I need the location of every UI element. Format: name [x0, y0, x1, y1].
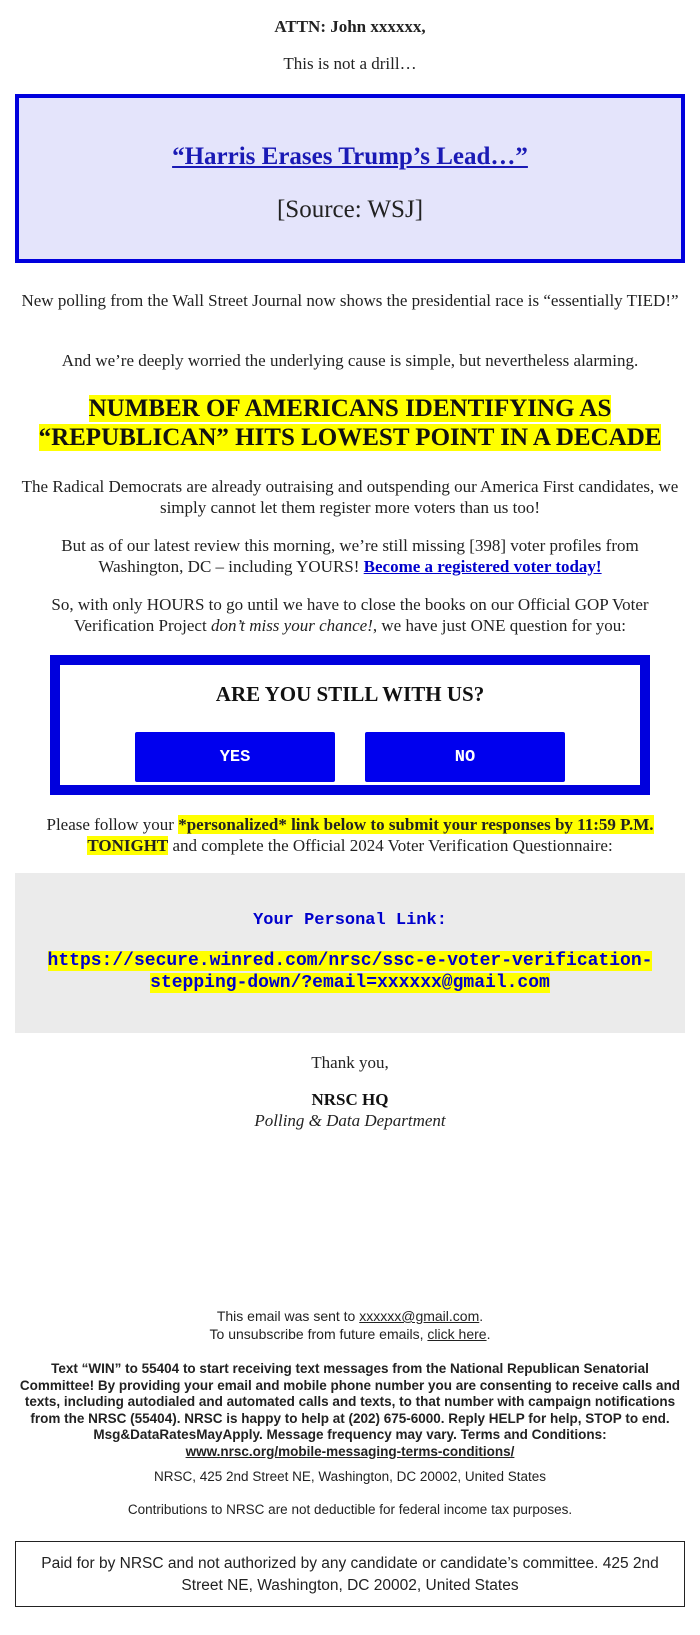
- sent-suffix: .: [479, 1308, 484, 1324]
- no-button[interactable]: NO: [365, 732, 565, 782]
- personal-link-url[interactable]: [25, 950, 675, 994]
- personal-link-url-text[interactable]: https://secure.winred.com/nrsc/ssc-e-voter-verification-stepping-down/?email=xxxxxx@gmail.com: [47, 951, 653, 993]
- headline-box: [15, 94, 685, 263]
- follow-link-end: and complete the Official 2024 Voter Verification Questionnaire:: [172, 836, 613, 855]
- thank-you: Thank you,: [311, 1053, 389, 1072]
- yes-button[interactable]: YES: [135, 732, 335, 782]
- follow-link-text: Please follow your: [46, 815, 174, 834]
- paragraph-follow-link: [15, 814, 685, 856]
- footer-address: NRSC, 425 2nd Street NE, Washington, DC 20002, United States: [154, 1469, 546, 1484]
- paragraph-question-intro: [20, 594, 680, 636]
- paid-for-text: Paid for by NRSC and not authorized by any candidate or candidate’s committee. 425 2nd Street NE, Washington, DC 20002, United States: [41, 1555, 659, 1594]
- greeting: ATTN: John xxxxxx,: [274, 17, 426, 36]
- headline-link[interactable]: “Harris Erases Trump’s Lead…”: [172, 143, 528, 170]
- sms-terms-link[interactable]: www.nrsc.org/mobile-messaging-terms-conditions/: [185, 1443, 515, 1459]
- personal-link-label: Your Personal Link:: [253, 911, 447, 930]
- big-heading-text: NUMBER OF AMERICANS IDENTIFYING AS “REPUBLICAN” HITS LOWEST POINT IN A DECADE: [38, 395, 662, 451]
- sms-terms-text: Text “WIN” to 55404 to start receiving text messages from the National Republican Senatorial Committee! By providing your email and mobile phone number you are consenting to receive calls and texts, including autodialed and automated calls and texts, to that number with campaign notifications from the NRSC (55404). NRSC is happy to help at (202) 675-6000. Reply HELP for help, STOP to end. Msg&DataRatesMayApply. Message frequency may vary. Terms and Conditions:: [19, 1361, 681, 1442]
- intro-line: This is not a drill…: [283, 54, 417, 73]
- unsubscribe-prefix: To unsubscribe from future emails,: [209, 1326, 424, 1342]
- sent-to-prefix: This email was sent to: [216, 1308, 356, 1324]
- paragraph-worried: And we’re deeply worried the underlying cause is simple, but nevertheless alarming.: [61, 351, 639, 370]
- footer-tax-notice: Contributions to NRSC are not deductible for federal income tax purposes.: [127, 1502, 573, 1517]
- headline-source: [Source: WSJ]: [276, 196, 424, 223]
- question-intro-end: , we have just ONE question for you:: [372, 616, 626, 635]
- sent-email-link[interactable]: xxxxxx@gmail.com: [359, 1308, 480, 1324]
- footer-sms-terms: [18, 1361, 682, 1460]
- unsubscribe-suffix: .: [486, 1326, 491, 1342]
- footer-sent-to: [0, 1307, 700, 1343]
- personalized-highlight: *personalized* link below to submit your responses by 11:59 P.M. TONIGHT: [87, 815, 654, 855]
- missing-profiles-text: But as of our latest review this morning, we’re still missing [398] voter profiles from Washington, DC – including YOURS!: [61, 536, 639, 576]
- unsubscribe-link[interactable]: click here: [427, 1326, 487, 1342]
- big-heading: [10, 394, 690, 452]
- register-voter-link[interactable]: Become a registered voter today!: [363, 557, 602, 576]
- question-box: [50, 655, 650, 795]
- question-heading: ARE YOU STILL WITH US?: [215, 682, 485, 706]
- paragraph-polling: New polling from the Wall Street Journal now shows the presidential race is “essentially TIED!”: [21, 291, 679, 310]
- paid-for-box: [15, 1541, 685, 1607]
- paragraph-missing-profiles: [20, 535, 680, 577]
- dont-miss-text: don’t miss your chance!: [210, 616, 373, 635]
- question-intro-text: So, with only HOURS to go until we have to close the books on our Official GOP Voter Verification Project: [51, 595, 649, 635]
- signature-department: Polling & Data Department: [254, 1111, 446, 1130]
- personal-link-box: [15, 873, 685, 1033]
- paragraph-democrats: The Radical Democrats are already outraising and outspending our America First candidates, we simply cannot let them register more voters than us too!: [21, 477, 679, 517]
- signature-name: NRSC HQ: [311, 1090, 389, 1109]
